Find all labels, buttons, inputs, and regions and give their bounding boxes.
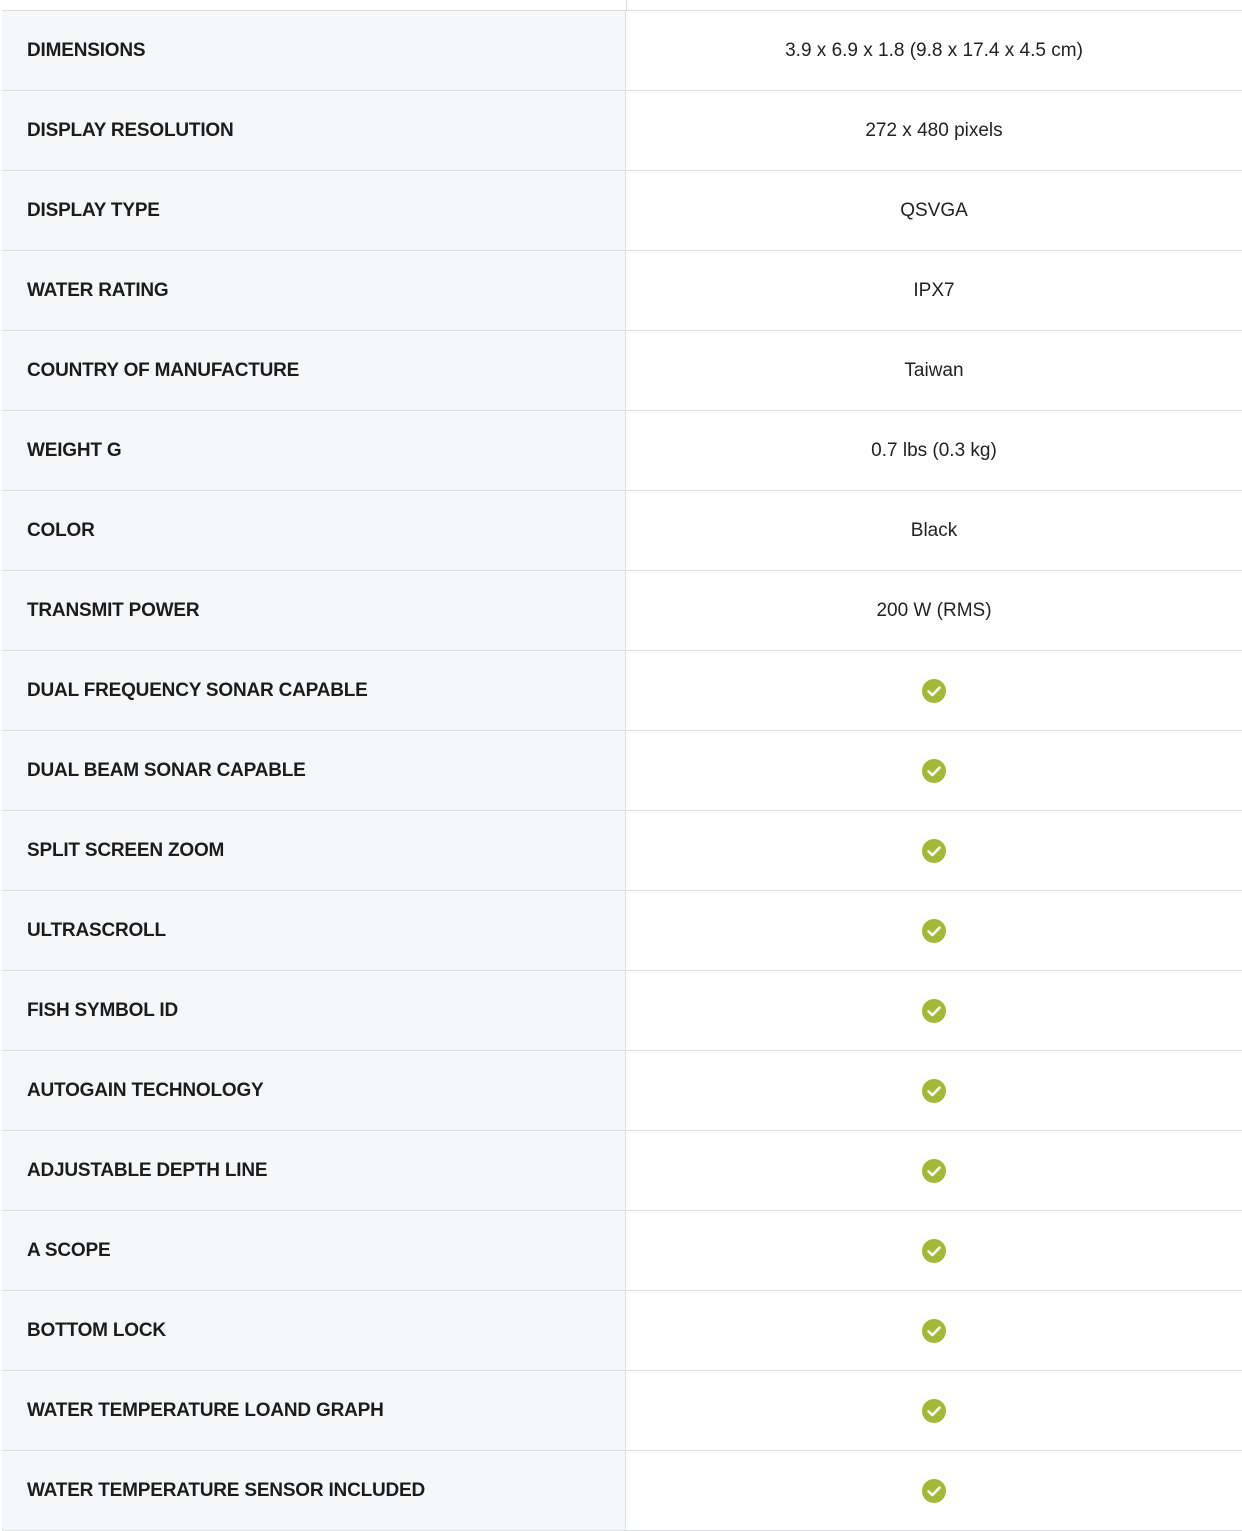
check-circle-icon <box>922 999 946 1023</box>
spec-row <box>2 1371 1242 1451</box>
check-circle-icon <box>922 1479 946 1503</box>
check-circle-icon <box>922 759 946 783</box>
spec-row <box>2 411 1242 491</box>
spec-row <box>2 331 1242 411</box>
spec-row <box>2 731 1242 811</box>
spec-value <box>626 1211 1242 1290</box>
spec-value <box>626 1051 1242 1130</box>
spec-label: DIMENSIONS <box>2 11 626 90</box>
check-circle-icon <box>922 919 946 943</box>
spec-value <box>626 1371 1242 1450</box>
spec-row <box>2 11 1242 91</box>
spec-row <box>2 91 1242 171</box>
spec-label: DUAL BEAM SONAR CAPABLE <box>2 731 626 810</box>
spec-label: WATER TEMPERATURE LOAND GRAPH <box>2 1371 626 1450</box>
spec-row <box>2 811 1242 891</box>
spec-value: QSVGA <box>626 171 1242 250</box>
spec-value: 200 W (RMS) <box>626 571 1242 650</box>
spec-label: ULTRASCROLL <box>2 891 626 970</box>
spec-label: AUTOGAIN TECHNOLOGY <box>2 1051 626 1130</box>
column-divider <box>626 0 627 10</box>
spec-label: WEIGHT G <box>2 411 626 490</box>
spec-row <box>2 1451 1242 1531</box>
spec-row <box>2 251 1242 331</box>
spec-value <box>626 891 1242 970</box>
spec-label: COLOR <box>2 491 626 570</box>
spec-value: Taiwan <box>626 331 1242 410</box>
spec-value: 0.7 lbs (0.3 kg) <box>626 411 1242 490</box>
spec-label: DUAL FREQUENCY SONAR CAPABLE <box>2 651 626 730</box>
spec-row <box>2 1211 1242 1291</box>
check-circle-icon <box>922 839 946 863</box>
spec-value <box>626 971 1242 1050</box>
spec-value <box>626 731 1242 810</box>
spec-row <box>2 1051 1242 1131</box>
spec-value: 3.9 x 6.9 x 1.8 (9.8 x 17.4 x 4.5 cm) <box>626 11 1242 90</box>
spec-label: TRANSMIT POWER <box>2 571 626 650</box>
spec-row <box>2 1291 1242 1371</box>
spec-label: DISPLAY RESOLUTION <box>2 91 626 170</box>
check-circle-icon <box>922 1079 946 1103</box>
spec-value <box>626 811 1242 890</box>
spec-label: WATER TEMPERATURE SENSOR INCLUDED <box>2 1451 626 1530</box>
spec-value <box>626 651 1242 730</box>
check-circle-icon <box>922 1159 946 1183</box>
spec-row <box>2 1131 1242 1211</box>
spec-label: BOTTOM LOCK <box>2 1291 626 1370</box>
spec-value: 272 x 480 pixels <box>626 91 1242 170</box>
spec-label: DISPLAY TYPE <box>2 171 626 250</box>
spec-label: A SCOPE <box>2 1211 626 1290</box>
spec-label: COUNTRY OF MANUFACTURE <box>2 331 626 410</box>
spec-value: IPX7 <box>626 251 1242 330</box>
spec-value: Black <box>626 491 1242 570</box>
spec-row <box>2 891 1242 971</box>
spec-value <box>626 1451 1242 1530</box>
spec-row <box>2 171 1242 251</box>
spec-value <box>626 1131 1242 1210</box>
check-circle-icon <box>922 1399 946 1423</box>
spec-value <box>626 1291 1242 1370</box>
check-circle-icon <box>922 1319 946 1343</box>
spec-label: ADJUSTABLE DEPTH LINE <box>2 1131 626 1210</box>
spec-label: SPLIT SCREEN ZOOM <box>2 811 626 890</box>
spec-table <box>2 10 1242 1531</box>
spec-row <box>2 491 1242 571</box>
check-circle-icon <box>922 679 946 703</box>
check-circle-icon <box>922 1239 946 1263</box>
spec-label: WATER RATING <box>2 251 626 330</box>
spec-row <box>2 971 1242 1051</box>
spec-row <box>2 651 1242 731</box>
spec-row <box>2 571 1242 651</box>
spec-label: FISH SYMBOL ID <box>2 971 626 1050</box>
